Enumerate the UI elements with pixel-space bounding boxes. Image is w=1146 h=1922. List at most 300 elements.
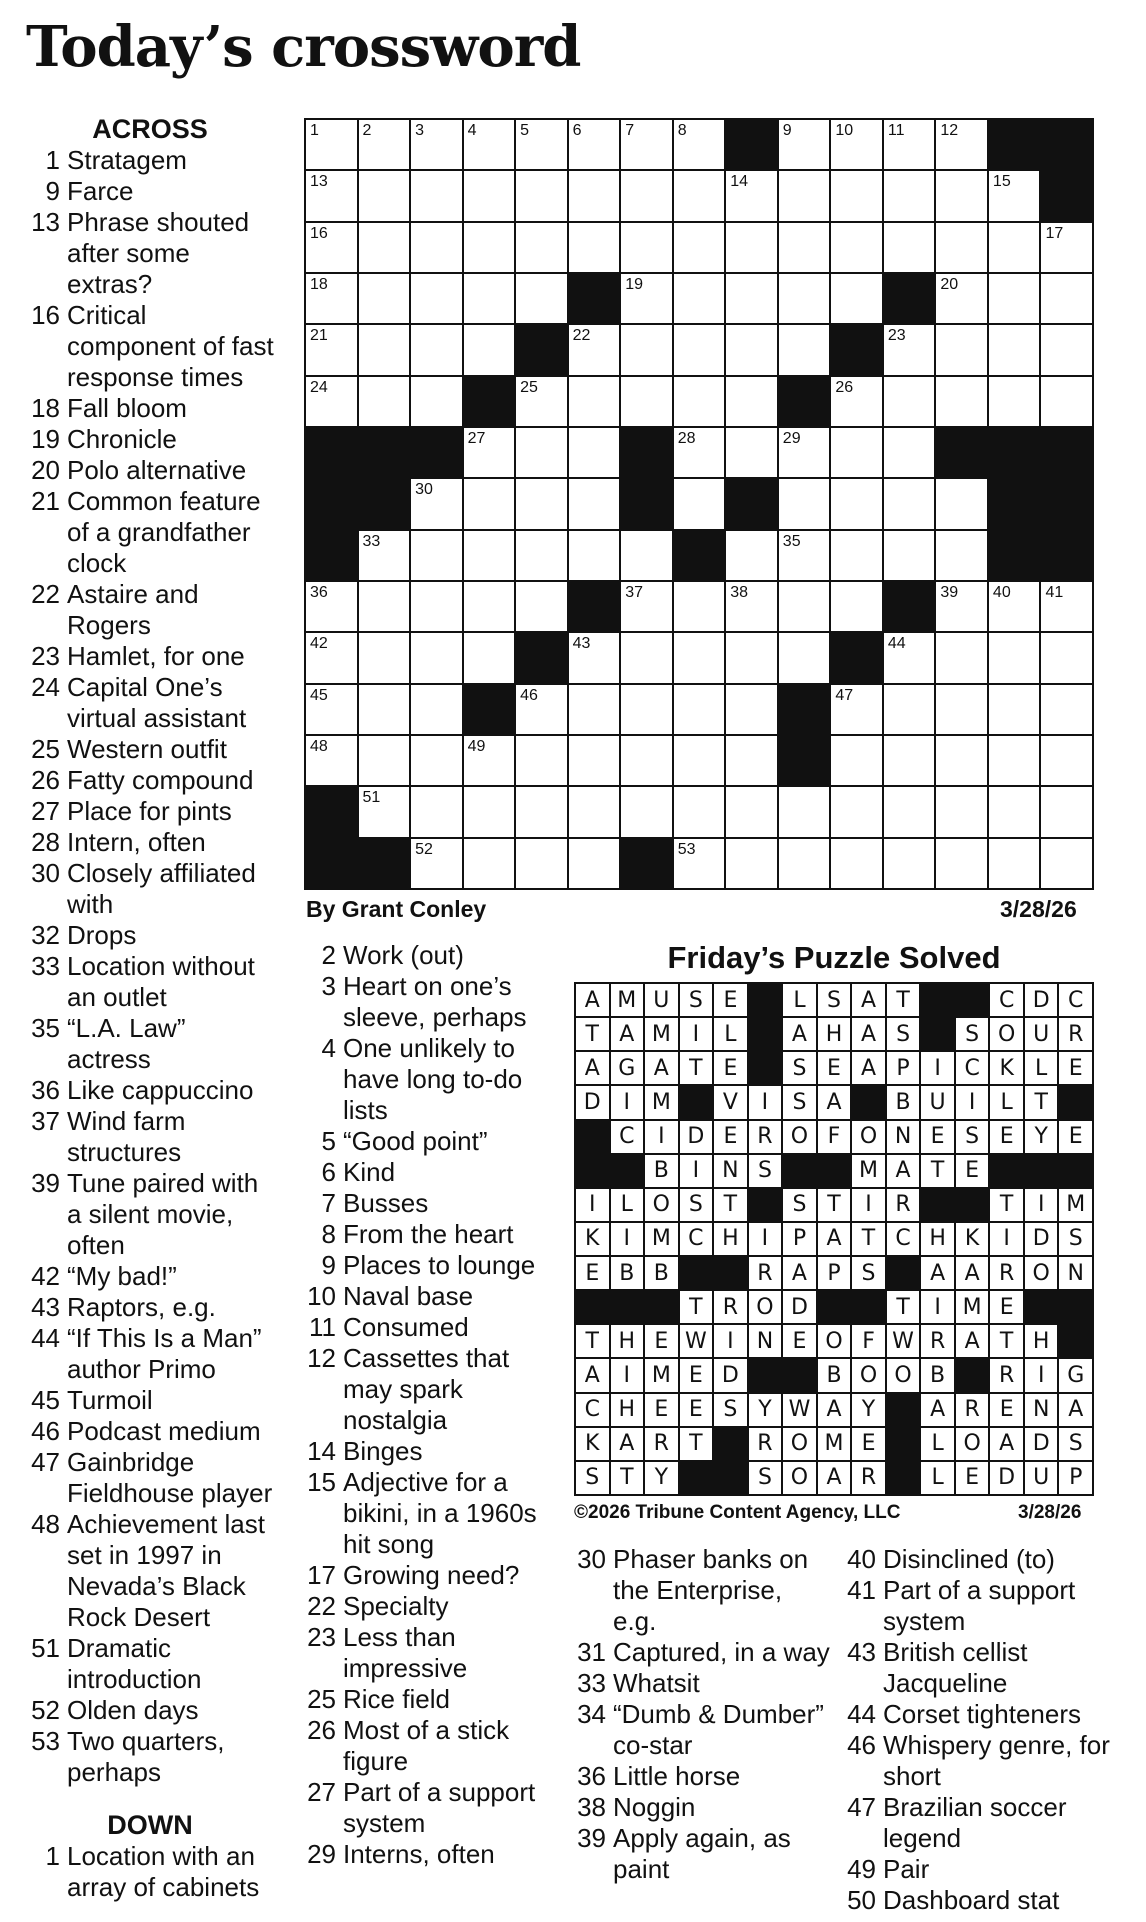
grid-cell[interactable]	[464, 325, 515, 374]
grid-cell[interactable]	[569, 377, 620, 426]
grid-cell[interactable]	[569, 120, 620, 169]
grid-cell[interactable]	[359, 633, 410, 682]
grid-cell[interactable]	[306, 736, 357, 785]
grid-cell[interactable]	[359, 223, 410, 272]
grid-cell[interactable]	[726, 428, 777, 477]
solution-letter: F	[818, 1121, 851, 1153]
solution-letter: R	[852, 1462, 885, 1494]
grid-cell[interactable]	[674, 787, 725, 836]
grid-cell[interactable]	[464, 531, 515, 580]
grid-cell[interactable]	[411, 839, 462, 888]
grid-cell[interactable]	[831, 839, 882, 888]
grid-cell[interactable]	[464, 787, 515, 836]
grid-cell[interactable]	[936, 274, 987, 323]
clue-item	[842, 1575, 1112, 1637]
grid-cell[interactable]	[359, 531, 410, 580]
grid-cell[interactable]	[674, 736, 725, 785]
clue-item	[26, 1841, 274, 1903]
grid-cell[interactable]	[464, 633, 515, 682]
grid-cell[interactable]	[884, 223, 935, 272]
solution-letter: L	[921, 1428, 954, 1460]
black-square	[1041, 428, 1092, 477]
clue-text: Fall bloom	[67, 393, 187, 423]
grid-cell[interactable]	[306, 685, 357, 734]
grid-cell[interactable]	[989, 787, 1040, 836]
grid-cell[interactable]	[306, 171, 357, 220]
grid-cell[interactable]	[306, 377, 357, 426]
grid-cell[interactable]	[1041, 325, 1092, 374]
grid-cell[interactable]	[989, 171, 1040, 220]
across-header: ACROSS	[92, 114, 208, 144]
grid-cell[interactable]	[884, 685, 935, 734]
grid-cell[interactable]	[569, 428, 620, 477]
clue-number: 24	[31, 672, 60, 702]
grid-cell[interactable]	[884, 120, 935, 169]
cell-number: 44	[887, 635, 906, 653]
clue-item	[26, 1416, 274, 1447]
grid-cell[interactable]	[569, 839, 620, 888]
grid-cell[interactable]	[884, 633, 935, 682]
grid-cell[interactable]	[569, 479, 620, 528]
cell-number: 9	[782, 122, 792, 139]
grid-cell[interactable]	[306, 633, 357, 682]
grid-cell[interactable]	[621, 582, 672, 631]
grid-cell[interactable]	[306, 120, 357, 169]
solution-letter: U	[1025, 1018, 1058, 1050]
grid-cell[interactable]	[884, 531, 935, 580]
solution-letter: C	[611, 1121, 644, 1153]
solution-letter: V	[714, 1086, 747, 1118]
grid-cell[interactable]	[831, 479, 882, 528]
grid-cell[interactable]	[726, 787, 777, 836]
grid-cell[interactable]	[779, 325, 830, 374]
grid-cell[interactable]	[621, 120, 672, 169]
grid-cell[interactable]	[516, 839, 567, 888]
solution-letter: I	[611, 1359, 644, 1391]
grid-cell[interactable]	[779, 479, 830, 528]
grid-cell[interactable]	[411, 582, 462, 631]
solution-letter: A	[990, 1428, 1023, 1460]
grid-cell[interactable]	[359, 736, 410, 785]
grid-cell[interactable]	[726, 171, 777, 220]
solution-letter: E	[783, 1325, 816, 1357]
clue-number: 23	[307, 1622, 336, 1652]
grid-cell[interactable]	[936, 377, 987, 426]
grid-cell[interactable]	[516, 171, 567, 220]
solution-black-square	[714, 1428, 747, 1460]
grid-cell[interactable]	[884, 428, 935, 477]
grid-cell[interactable]	[516, 223, 567, 272]
grid-cell[interactable]	[1041, 685, 1092, 734]
solution-letter: A	[921, 1394, 954, 1426]
solution-letter: C	[576, 1394, 609, 1426]
grid-cell[interactable]	[464, 120, 515, 169]
grid-cell[interactable]	[884, 787, 935, 836]
grid-cell[interactable]	[726, 582, 777, 631]
grid-cell[interactable]	[306, 274, 357, 323]
solution-letter: C	[887, 1223, 920, 1255]
grid-cell[interactable]	[779, 223, 830, 272]
grid-cell[interactable]	[621, 633, 672, 682]
grid-cell[interactable]	[516, 582, 567, 631]
grid-cell[interactable]	[464, 223, 515, 272]
solution-letter: E	[990, 1291, 1023, 1323]
clue-item	[572, 1792, 832, 1823]
grid-cell[interactable]	[411, 633, 462, 682]
cell-number: 19	[625, 275, 643, 293]
grid-cell[interactable]	[674, 685, 725, 734]
solution-letter: S	[714, 1394, 747, 1426]
grid-cell[interactable]	[936, 787, 987, 836]
cell-number: 36	[310, 583, 328, 601]
clue-number: 22	[307, 1591, 336, 1621]
grid-cell[interactable]	[779, 582, 830, 631]
solution-letter: K	[990, 1052, 1023, 1084]
clue-text: Dramatic introduction	[67, 1633, 202, 1694]
clue-item	[302, 1188, 552, 1219]
grid-cell[interactable]	[306, 582, 357, 631]
grid-cell[interactable]	[936, 171, 987, 220]
grid-cell[interactable]	[831, 171, 882, 220]
grid-cell[interactable]	[621, 274, 672, 323]
grid-cell[interactable]	[884, 479, 935, 528]
grid-cell[interactable]	[411, 223, 462, 272]
clue-text: “L.A. Law” actress	[67, 1013, 186, 1074]
grid-cell[interactable]	[831, 428, 882, 477]
grid-cell[interactable]	[516, 377, 567, 426]
clue-item	[26, 827, 274, 858]
grid-cell[interactable]	[516, 274, 567, 323]
grid-cell[interactable]	[831, 685, 882, 734]
grid-cell[interactable]	[569, 325, 620, 374]
grid-cell[interactable]	[726, 325, 777, 374]
grid-cell[interactable]	[359, 274, 410, 323]
solution-black-square	[714, 1257, 747, 1289]
cell-number: 35	[782, 532, 801, 550]
grid-cell[interactable]	[359, 325, 410, 374]
grid-cell[interactable]	[411, 274, 462, 323]
cell-number: 27	[467, 429, 486, 447]
black-square	[884, 274, 935, 323]
solution-letter: H	[611, 1325, 644, 1357]
solution-letter: E	[990, 1394, 1023, 1426]
clue-item	[26, 455, 274, 486]
grid-cell[interactable]	[831, 736, 882, 785]
grid-cell[interactable]	[464, 582, 515, 631]
grid-cell[interactable]	[989, 223, 1040, 272]
solution-letter: D	[1025, 1223, 1058, 1255]
solution-letter: D	[680, 1121, 713, 1153]
clue-number: 35	[31, 1013, 60, 1043]
grid-cell[interactable]	[411, 736, 462, 785]
solution-letter: I	[852, 1189, 885, 1221]
grid-cell[interactable]	[621, 787, 672, 836]
clue-item	[26, 424, 274, 455]
grid-cell[interactable]	[411, 685, 462, 734]
clue-item	[26, 1075, 274, 1106]
solution-letter: O	[645, 1189, 678, 1221]
grid-cell[interactable]	[779, 787, 830, 836]
solution-letter: M	[1059, 1189, 1092, 1221]
grid-cell[interactable]	[779, 171, 830, 220]
grid-cell[interactable]	[884, 377, 935, 426]
grid-cell[interactable]	[779, 839, 830, 888]
grid-cell[interactable]	[674, 223, 725, 272]
clue-number: 39	[31, 1168, 60, 1198]
black-square	[936, 428, 987, 477]
grid-cell[interactable]	[779, 531, 830, 580]
grid-cell[interactable]	[674, 171, 725, 220]
solution-letter: A	[645, 1052, 678, 1084]
solution-black-square	[576, 1291, 609, 1323]
grid-cell[interactable]	[1041, 582, 1092, 631]
grid-cell[interactable]	[726, 839, 777, 888]
grid-cell[interactable]	[726, 685, 777, 734]
clue-item	[302, 1560, 552, 1591]
grid-cell[interactable]	[464, 274, 515, 323]
grid-cell[interactable]	[989, 839, 1040, 888]
grid-cell[interactable]	[831, 377, 882, 426]
grid-cell[interactable]	[989, 274, 1040, 323]
clue-text: Adjective for a bikini, in a 1960s hit song	[343, 1467, 537, 1559]
grid-cell[interactable]	[569, 685, 620, 734]
grid-cell[interactable]	[569, 633, 620, 682]
grid-cell[interactable]	[989, 633, 1040, 682]
solution-letter: E	[714, 984, 747, 1016]
grid-cell[interactable]	[674, 479, 725, 528]
grid-cell[interactable]	[306, 325, 357, 374]
clue-number: 36	[31, 1075, 60, 1105]
solution-letter: W	[887, 1325, 920, 1357]
grid-cell[interactable]	[359, 377, 410, 426]
grid-cell[interactable]	[1041, 787, 1092, 836]
clue-item	[302, 940, 552, 971]
grid-cell[interactable]	[884, 736, 935, 785]
black-square	[516, 325, 567, 374]
grid-cell[interactable]	[411, 120, 462, 169]
clue-text: One unlikely to have long to-do lists	[343, 1033, 523, 1125]
black-square	[726, 120, 777, 169]
grid-cell[interactable]	[621, 223, 672, 272]
grid-cell[interactable]	[1041, 633, 1092, 682]
grid-cell[interactable]	[936, 120, 987, 169]
grid-cell[interactable]	[1041, 274, 1092, 323]
solution-letter: D	[714, 1359, 747, 1391]
grid-cell[interactable]	[516, 428, 567, 477]
solution-letter: S	[783, 1086, 816, 1118]
grid-cell[interactable]	[464, 736, 515, 785]
cell-number: 12	[940, 122, 959, 139]
grid-cell[interactable]	[621, 171, 672, 220]
grid-cell[interactable]	[621, 685, 672, 734]
clue-text: Polo alternative	[67, 455, 247, 485]
clue-text: Drops	[67, 920, 137, 950]
clue-number: 8	[321, 1219, 336, 1249]
solution-letter: E	[921, 1121, 954, 1153]
grid-cell[interactable]	[831, 120, 882, 169]
grid-cell[interactable]	[569, 736, 620, 785]
grid-cell[interactable]	[569, 531, 620, 580]
solution-black-square	[749, 1052, 782, 1084]
solution-letter: K	[576, 1223, 609, 1255]
solution-letter: B	[921, 1359, 954, 1391]
solution-letter: D	[783, 1291, 816, 1323]
grid-cell[interactable]	[1041, 736, 1092, 785]
clue-number: 43	[847, 1637, 876, 1667]
clue-column-3	[572, 1544, 832, 1885]
clue-item	[26, 1695, 274, 1726]
solution-letter: S	[887, 1018, 920, 1050]
solution-letter: O	[852, 1121, 885, 1153]
clue-text: “Good point”	[343, 1126, 488, 1156]
grid-cell[interactable]	[621, 736, 672, 785]
grid-cell[interactable]	[726, 736, 777, 785]
black-square	[569, 274, 620, 323]
grid-cell[interactable]	[359, 582, 410, 631]
grid-cell[interactable]	[621, 377, 672, 426]
grid-cell[interactable]	[411, 531, 462, 580]
grid-cell[interactable]	[674, 633, 725, 682]
grid-cell[interactable]	[1041, 377, 1092, 426]
grid-cell[interactable]	[516, 479, 567, 528]
grid-cell[interactable]	[936, 325, 987, 374]
grid-cell[interactable]	[569, 223, 620, 272]
grid-cell[interactable]	[936, 582, 987, 631]
grid-cell[interactable]	[884, 325, 935, 374]
grid-cell[interactable]	[779, 633, 830, 682]
grid-cell[interactable]	[516, 685, 567, 734]
solution-letter: M	[611, 984, 644, 1016]
grid-cell[interactable]	[831, 223, 882, 272]
grid-cell[interactable]	[359, 120, 410, 169]
grid-cell[interactable]	[674, 120, 725, 169]
cell-number: 51	[362, 789, 381, 807]
grid-cell[interactable]	[674, 839, 725, 888]
solution-letter: O	[1025, 1257, 1058, 1289]
grid-cell[interactable]	[989, 325, 1040, 374]
clue-number: 40	[847, 1544, 876, 1574]
grid-cell[interactable]	[779, 428, 830, 477]
grid-cell[interactable]	[674, 274, 725, 323]
grid-cell[interactable]	[989, 377, 1040, 426]
grid-cell[interactable]	[779, 120, 830, 169]
grid-cell[interactable]	[936, 839, 987, 888]
clue-text: Corset tighteners	[883, 1699, 1081, 1729]
grid-cell[interactable]	[831, 274, 882, 323]
grid-cell[interactable]	[726, 377, 777, 426]
grid-cell[interactable]	[1041, 839, 1092, 888]
grid-cell[interactable]	[306, 223, 357, 272]
clue-item	[842, 1730, 1112, 1792]
clue-item	[26, 734, 274, 765]
grid-cell[interactable]	[516, 736, 567, 785]
grid-cell[interactable]	[936, 633, 987, 682]
grid-cell[interactable]	[411, 479, 462, 528]
grid-cell[interactable]	[411, 377, 462, 426]
grid-cell[interactable]	[989, 736, 1040, 785]
grid-cell[interactable]	[464, 479, 515, 528]
solution-letter: O	[783, 1121, 816, 1153]
grid-cell[interactable]	[726, 223, 777, 272]
grid-cell[interactable]	[516, 531, 567, 580]
grid-cell[interactable]	[516, 120, 567, 169]
grid-cell[interactable]	[831, 582, 882, 631]
grid-cell[interactable]	[621, 325, 672, 374]
grid-cell[interactable]	[674, 582, 725, 631]
clue-item	[26, 1447, 274, 1509]
grid-cell[interactable]	[411, 325, 462, 374]
grid-cell[interactable]	[411, 171, 462, 220]
grid-cell[interactable]	[464, 428, 515, 477]
grid-cell[interactable]	[936, 736, 987, 785]
grid-cell[interactable]	[464, 171, 515, 220]
clue-text: Noggin	[613, 1792, 696, 1822]
clue-item	[302, 1684, 552, 1715]
solution-letter: A	[852, 1018, 885, 1050]
clue-text: Apply again, as paint	[613, 1823, 791, 1884]
grid-cell[interactable]	[884, 839, 935, 888]
solution-black-square	[1059, 1155, 1092, 1187]
solution-letter: M	[956, 1291, 989, 1323]
grid-cell[interactable]	[779, 274, 830, 323]
grid-cell[interactable]	[674, 325, 725, 374]
solution-black-square	[783, 1155, 816, 1187]
grid-cell[interactable]	[936, 685, 987, 734]
grid-cell[interactable]	[936, 531, 987, 580]
grid-cell[interactable]	[569, 171, 620, 220]
clue-item	[302, 1343, 552, 1436]
clue-number: 17	[307, 1560, 336, 1590]
grid-cell[interactable]	[516, 787, 567, 836]
grid-cell[interactable]	[359, 171, 410, 220]
clue-text: Cassettes that may spark nostalgia	[343, 1343, 510, 1435]
clue-text: “Dumb & Dumber” co-star	[613, 1699, 824, 1760]
grid-cell[interactable]	[674, 377, 725, 426]
grid-cell[interactable]	[989, 685, 1040, 734]
grid-cell[interactable]	[1041, 223, 1092, 272]
grid-cell[interactable]	[831, 787, 882, 836]
solution-letter: O	[783, 1462, 816, 1494]
crossword-grid[interactable]	[304, 118, 1094, 890]
grid-cell[interactable]	[464, 839, 515, 888]
clue-item	[842, 1637, 1112, 1699]
grid-cell[interactable]	[359, 787, 410, 836]
black-square	[1041, 531, 1092, 580]
grid-cell[interactable]	[936, 479, 987, 528]
cell-number: 5	[520, 122, 530, 139]
clue-text: Closely affiliated with	[67, 858, 256, 919]
grid-cell[interactable]	[569, 787, 620, 836]
grid-cell[interactable]	[726, 531, 777, 580]
grid-cell[interactable]	[674, 428, 725, 477]
grid-cell[interactable]	[726, 274, 777, 323]
grid-cell[interactable]	[411, 787, 462, 836]
grid-cell[interactable]	[726, 633, 777, 682]
grid-cell[interactable]	[884, 171, 935, 220]
grid-cell[interactable]	[936, 223, 987, 272]
grid-cell[interactable]	[359, 685, 410, 734]
grid-cell[interactable]	[621, 531, 672, 580]
grid-cell[interactable]	[989, 582, 1040, 631]
clue-number: 45	[31, 1385, 60, 1415]
clue-number: 43	[31, 1292, 60, 1322]
solution-letter: O	[749, 1291, 782, 1323]
black-square	[306, 479, 357, 528]
clue-text: Consumed	[343, 1312, 469, 1342]
solution-letter: G	[1059, 1359, 1092, 1391]
grid-cell[interactable]	[831, 531, 882, 580]
solution-letter: I	[680, 1155, 713, 1187]
